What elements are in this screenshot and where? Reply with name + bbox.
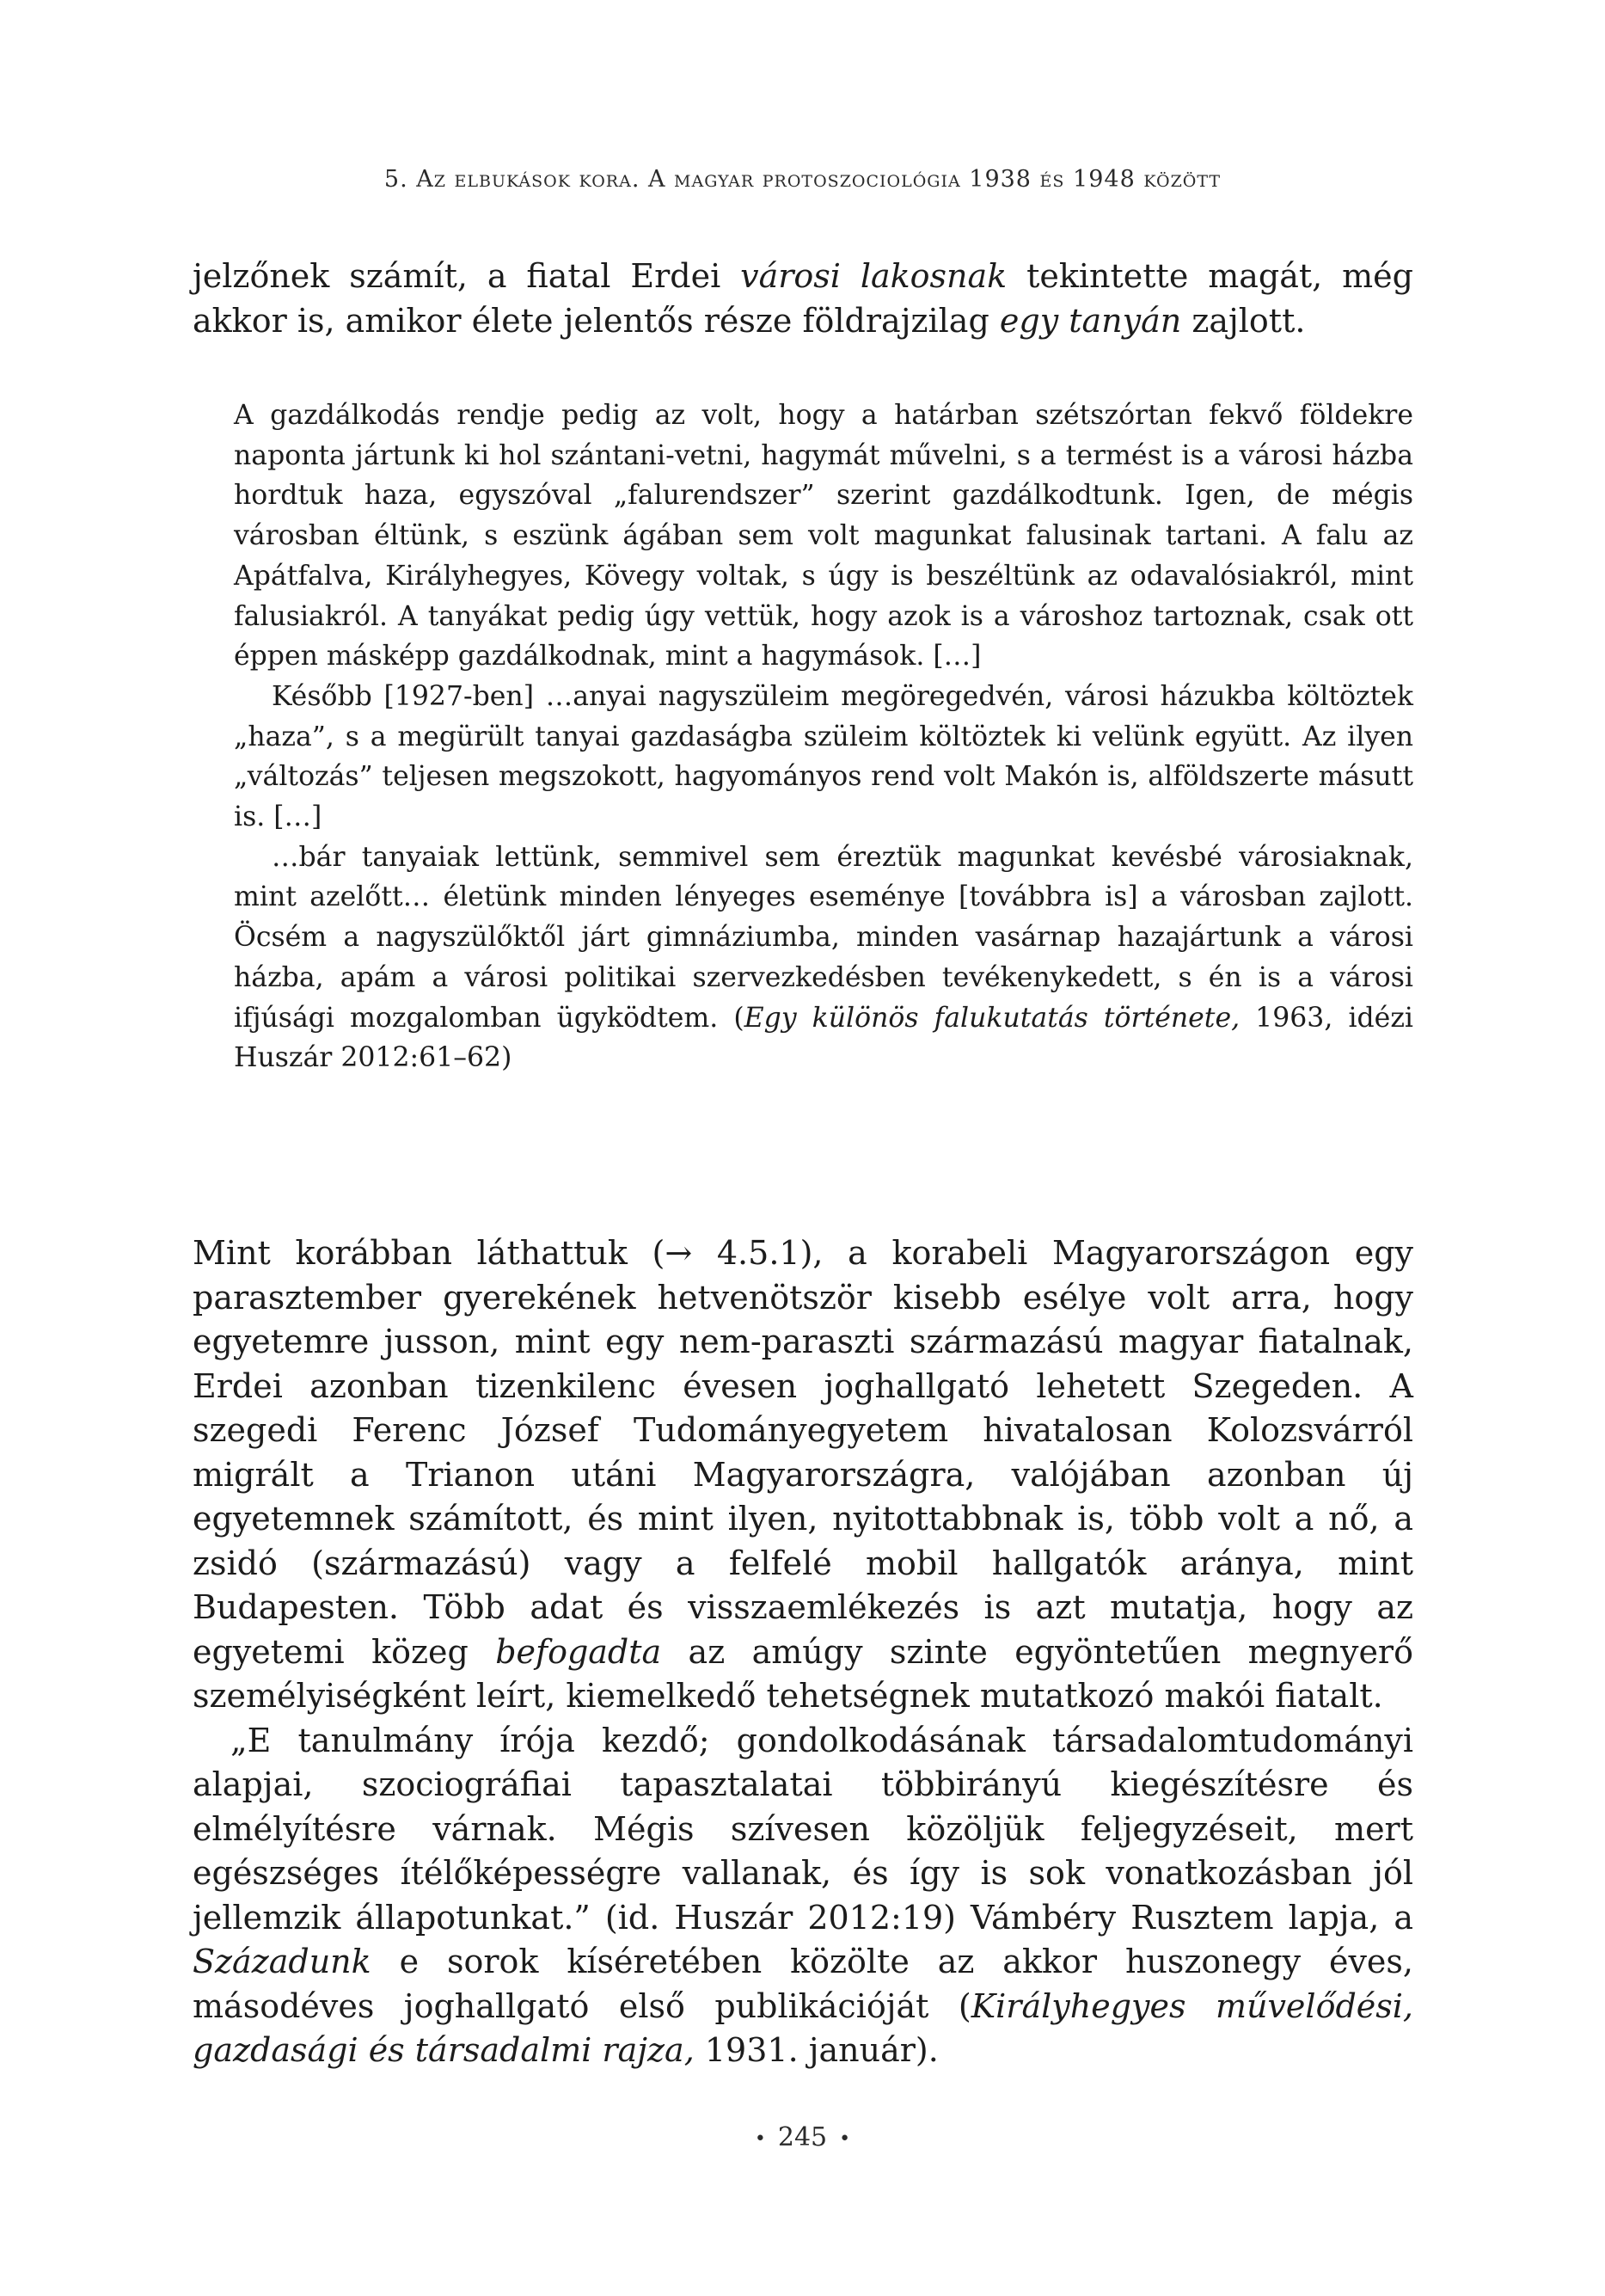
bullet-ornament: • <box>839 2127 851 2150</box>
quote-paragraph-1: A gazdálkodás rendje pedig az volt, hogy a határban szétszórtan fekvő földekre naponta jártunk ki hol szántani-vetni, hagymát művelni, s a termést is a városi házba hordtuk haza, egyszóval „falurendszer” szerint gazdálkodtunk. Igen, de mégis városban éltünk, s eszünk ágában sem volt magunkat falusinak tartani. A falu az Apátfalva, Királyhegyes, Kövegy voltak, s úgy is beszéltünk az odavalósiakról, mint falusiakról. A tanyákat pedig úgy vettük, hogy azok is a városhoz tartoznak, csak ott éppen másképp gazdálkodnak, mint a hagymások. […] <box>234 400 1413 672</box>
paragraph-2-italic-1: Századunk <box>193 1943 371 1980</box>
paragraph-1-italic: befogadta <box>495 1632 662 1671</box>
block-quote <box>234 396 1413 1078</box>
paragraph-2-italic-2: Királyhegyes művelődési, gazdasági és társadalmi rajza, <box>193 1986 1413 2069</box>
paragraph-2-text-1: „E tanulmány írója kezdő; gondolkodásának társadalomtudományi alapjai, szociográfiai tapasztalatai többirányú kiegészítésre és elmélyítésre várnak. Mégis szívesen közöljük feljegyzéseit, mert egészséges ítélőképességre vallanak, és így is sok vonatkozásban jól jellemzik állapotunkat.” (id. Huszár 2012:19) Vámbéry Rusztem lapja, a <box>193 1721 1413 1937</box>
quote-p3-title: Egy különös falukutatás története, <box>744 1002 1241 1034</box>
quote-p3-text: …bár tanyaiak lettünk, semmivel sem éreztük magunkat kevésbé városiaknak, mint azelőtt… életünk minden lényeges eseménye [továbbra is] a városban zajlott. Öcsém a nagyszülőktől járt gimnáziumba, minden vasárnap hazajártunk a városi házba, apám a városi politikai szervezkedésben tevékenykedett, s én is a városi ifjúsági mozgalomban ügyködtem. ( <box>234 841 1413 1034</box>
intro-text-2: tekintette magát, még akkor is, amikor élete jelentős része földrajzilag <box>193 257 1413 340</box>
intro-italic-2: egy tanyán <box>999 301 1182 340</box>
paragraph-1-text: Mint korábban láthattuk (→ 4.5.1), a korabeli Magyarországon egy parasztember gyerekének hetvenötször kisebb esélye volt arra, hogy egyetemre jusson, mint egy nem-paraszti származású magyar fiatalnak, Erdei azonban tizenkilenc évesen joghallgató lehetett Szegeden. A szegedi Ferenc József Tudományegyetem hivatalosan Kolozsvárról migrált a Trianon utáni Magyarországra, valójában azonban új egyetemnek számított, és mint ilyen, nyitottabbnak is, több volt a nő, a zsidó (származású) vagy a felfelé mobil hallgatók aránya, mint Budapesten. Több adat és visszaemlékezés is azt mutatja, hogy az egyetemi közeg <box>193 1234 1413 1671</box>
quote-paragraph-2: Később [1927-ben] …anyai nagyszüleim megöregedvén, városi házukba költöztek „haza”, s a megürült tanyai gazdaságba szüleim költöztek ki velünk együtt. Az ilyen „változás” teljesen megszokott, hagyományos rend volt Makón is, alföldszerte másutt is. […] <box>234 680 1413 833</box>
intro-text-1: jelzőnek számít, a fiatal Erdei <box>193 257 741 295</box>
paragraph-2-text-2: e sorok kíséretében közölte az akkor huszonegy éves, másodéves joghallgató első publikációját ( <box>193 1943 1413 2025</box>
paragraph-1 <box>193 1231 1413 1719</box>
bullet-ornament: • <box>754 2127 766 2150</box>
intro-italic-1: városi lakosnak <box>740 257 1008 295</box>
running-header: 5. Az elbukások kora. A magyar protoszociológia 1938 és 1948 között <box>383 166 1222 193</box>
paragraph-1-end: az amúgy szinte egyöntetűen megnyerő személyiségként leírt, kiemelkedő tehetségnek mutatkozó makói fiatalt. <box>193 1632 1413 1715</box>
paragraph-2-text-3: 1931. január). <box>694 2031 939 2069</box>
main-text <box>193 1231 1413 2073</box>
quote-p3-end: 1963, idézi Huszár 2012:61–62) <box>234 1002 1413 1074</box>
quote-paragraph-3 <box>234 838 1413 1078</box>
paragraph-2 <box>193 1719 1413 2073</box>
intro-paragraph <box>193 255 1413 343</box>
page-footer <box>0 2122 1605 2152</box>
page-number: 245 <box>777 2122 828 2152</box>
intro-text-3: zajlott. <box>1181 301 1306 340</box>
